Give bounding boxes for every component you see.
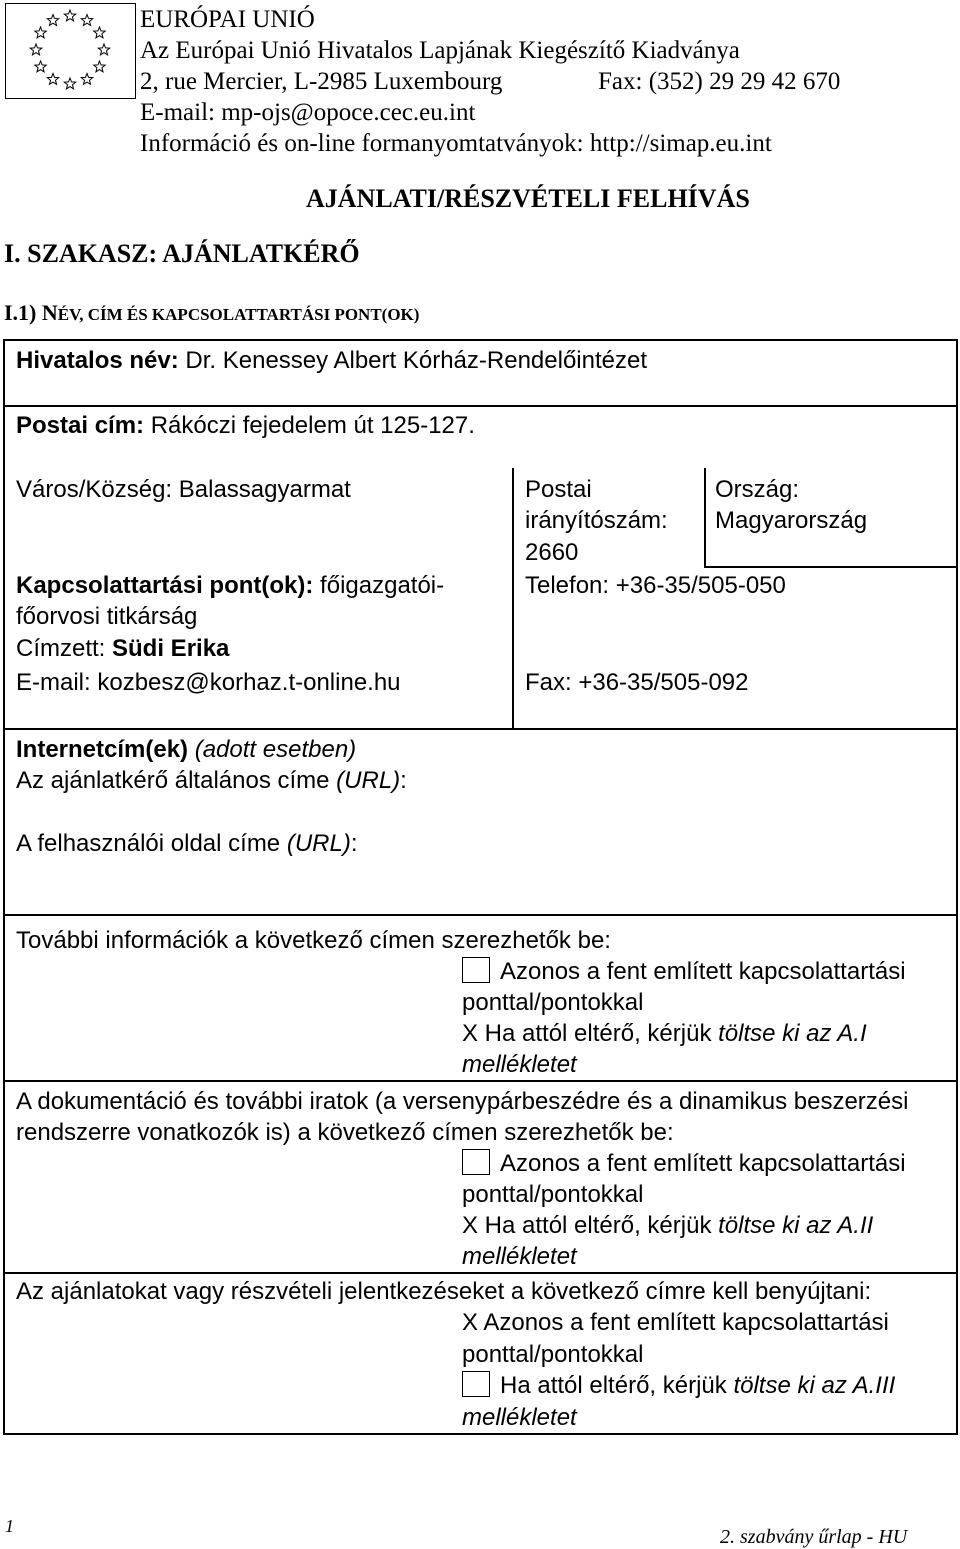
star-icon [94, 27, 105, 38]
form-name: 2. szabvány űrlap - HU [720, 1526, 908, 1548]
option-annex: töltse ki az A.II [718, 1212, 874, 1239]
star-icon [94, 61, 105, 72]
contact-point [16, 570, 444, 601]
document-title: AJÁNLATI/RÉSZVÉTELI FELHÍVÁS [306, 184, 750, 213]
postal-code-label-2: irányítószám: [525, 507, 668, 534]
attention [16, 633, 229, 664]
buyer-profile-url [16, 828, 358, 859]
postal-address-value: Rákóczi fejedelem út 125-127. [150, 412, 475, 439]
checkbox-empty[interactable] [462, 1371, 490, 1397]
subsection-prefix: I.1) N [4, 300, 58, 325]
star-icon [81, 15, 92, 26]
documents-option-same[interactable] [462, 1148, 906, 1179]
column-divider [704, 468, 706, 568]
submission-option-same[interactable]: X Azonos a fent említett kapcsolattartási [462, 1309, 889, 1336]
further-info-option-same[interactable] [462, 956, 906, 987]
option-label: Azonos a fent említett kapcsolattartási [500, 1150, 906, 1177]
official-name-value: Dr. Kenessey Albert Kórház-Rendelőintézet [185, 347, 647, 374]
header-publication: Az Európai Unió Hivatalos Lapjának Kiegészítő Kiadványa [140, 37, 740, 64]
header-org: EURÓPAI UNIÓ [140, 6, 315, 33]
option-annex-cont: mellékletet [462, 1404, 577, 1431]
country-value: Magyarország [715, 507, 868, 534]
internet-label: Internetcím(ek) [16, 736, 189, 763]
star-icon [47, 73, 58, 84]
divider [3, 1272, 958, 1274]
postal-code-label-1: Postai [525, 476, 592, 503]
subsection-rest: ÉV, CÍM ÉS KAPCSOLATTARTÁSI PONT(OK) [57, 305, 420, 324]
star-icon [30, 44, 41, 55]
checkbox-empty[interactable] [462, 1149, 490, 1175]
email: E-mail: kozbesz@korhaz.t-online.hu [16, 669, 401, 696]
option-label: Ha attól eltérő, kérjük [500, 1372, 727, 1399]
eu-flag-logo [5, 3, 136, 99]
attention-label: Címzett: [16, 635, 106, 662]
country-label: Ország: [715, 476, 800, 503]
subsection-title [4, 298, 419, 331]
star-icon [47, 15, 58, 26]
documents-title-2: rendszerre vonatkozók is) a következő címen szerezhetők be: [16, 1119, 674, 1146]
colon: : [400, 767, 407, 794]
submission-option-different[interactable] [462, 1370, 895, 1401]
phone: Telefon: +36-35/505-050 [525, 572, 786, 599]
option-annex-cont: mellékletet [462, 1051, 577, 1078]
url-abbr: (URL) [286, 830, 351, 857]
divider [3, 914, 958, 916]
divider [3, 728, 958, 730]
divider [704, 566, 958, 568]
option-label-cont: ponttal/pontokkal [462, 1181, 644, 1208]
attention-value: Südi Erika [112, 635, 230, 662]
star-circle-icon [6, 4, 134, 97]
star-icon [35, 27, 46, 38]
header-fax: Fax: (352) 29 29 42 670 [598, 68, 841, 95]
option-label: X Ha attól eltérő, kérjük [462, 1020, 712, 1047]
option-label: Azonos a fent említett kapcsolattartási [500, 958, 906, 985]
general-url-label: Az ajánlatkérő általános címe [16, 767, 330, 794]
header-email: E-mail: mp-ojs@opoce.cec.eu.int [140, 99, 476, 126]
contact-label: Kapcsolattartási pont(ok): [16, 572, 314, 599]
header-address: 2, rue Mercier, L-2985 Luxembourg [140, 68, 503, 95]
url-abbr: (URL) [336, 767, 401, 794]
internet-addresses [16, 734, 356, 765]
postal-address [16, 410, 475, 441]
general-url [16, 765, 407, 796]
star-icon [81, 73, 92, 84]
star-icon [98, 44, 109, 55]
header-info: Információ és on-line formanyomtatványok: http://simap.eu.int [140, 130, 772, 157]
checkbox-empty[interactable] [462, 957, 490, 983]
contact-value-1: főigazgatói- [320, 572, 445, 599]
further-info-title: További információk a következő címen szerezhetők be: [16, 927, 611, 954]
option-annex: töltse ki az A.III [733, 1372, 896, 1399]
city-label: Város/Község: [16, 476, 173, 503]
page-number: 1 [5, 1516, 14, 1536]
column-divider [512, 468, 514, 730]
official-name [16, 345, 647, 376]
buyer-profile-label: A felhasználói oldal címe [16, 830, 281, 857]
contact-value-2: főorvosi titkárság [16, 603, 198, 630]
option-annex: töltse ki az A.I [718, 1020, 867, 1047]
star-icon [64, 78, 75, 89]
postal-address-label: Postai cím: [16, 412, 145, 439]
further-info-option-different[interactable] [462, 1018, 867, 1049]
city-value: Balassagyarmat [178, 476, 351, 503]
star-icon [64, 10, 75, 21]
city [16, 474, 351, 505]
colon: : [350, 830, 358, 857]
postal-code-value: 2660 [525, 539, 579, 566]
fax: Fax: +36-35/505-092 [525, 669, 749, 696]
section-title: I. SZAKASZ: AJÁNLATKÉRŐ [4, 239, 360, 268]
option-label-cont: ponttal/pontokkal [462, 989, 644, 1016]
divider [3, 1080, 958, 1082]
documents-title-1: A dokumentáció és további iratok (a versenypárbeszédre és a dinamikus beszerzési [16, 1088, 909, 1115]
option-annex-cont: mellékletet [462, 1243, 577, 1270]
divider [3, 405, 958, 407]
internet-note: (adott esetben) [194, 736, 357, 763]
official-name-label: Hivatalos név: [16, 347, 179, 374]
submission-title: Az ajánlatokat vagy részvételi jelentkezéseket a következő címre kell benyújtani: [16, 1278, 872, 1305]
option-label-cont: ponttal/pontokkal [462, 1341, 644, 1368]
option-label: X Ha attól eltérő, kérjük [462, 1212, 712, 1239]
documents-option-different[interactable] [462, 1210, 873, 1241]
star-icon [35, 61, 46, 72]
